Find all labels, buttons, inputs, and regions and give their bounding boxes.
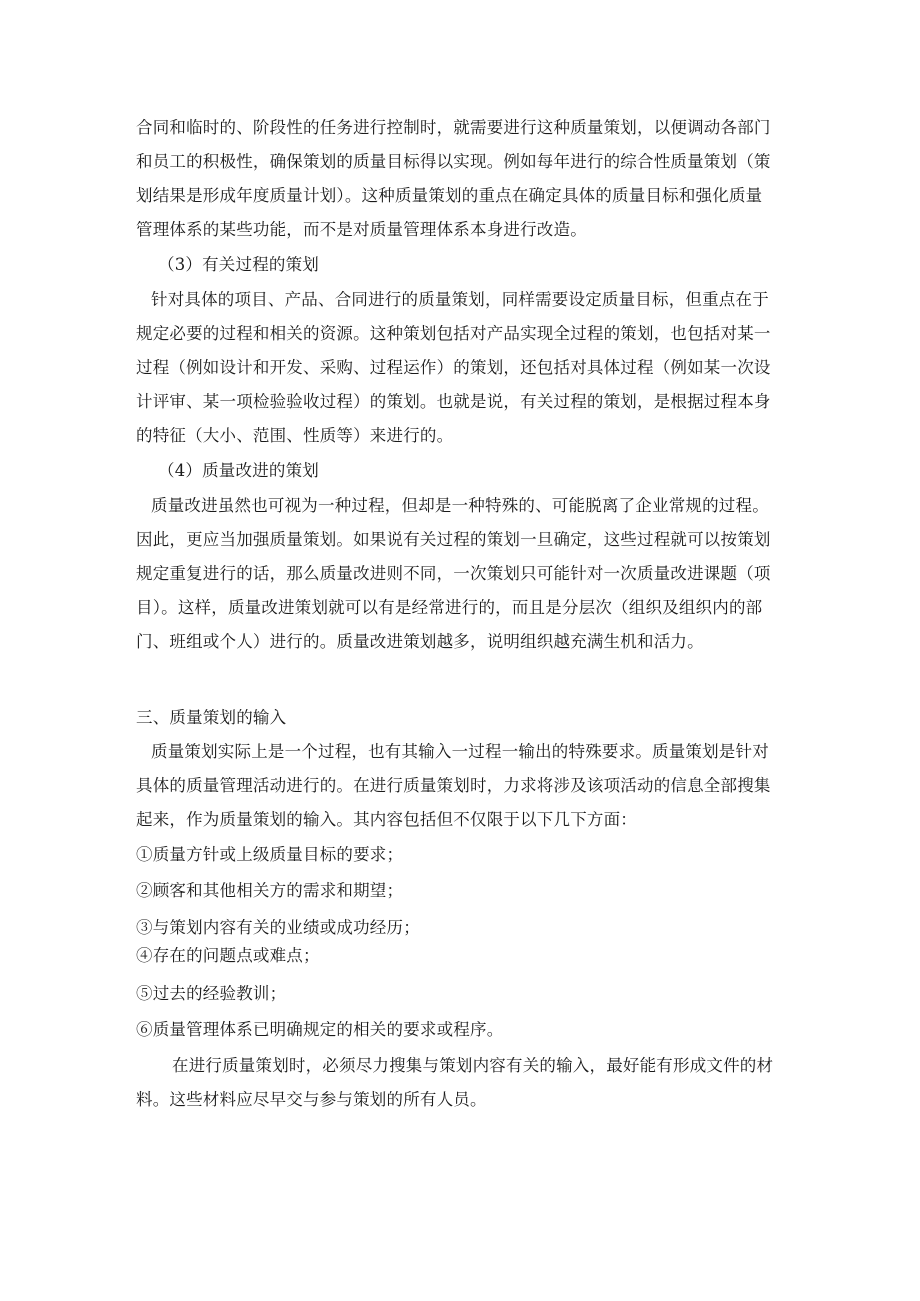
section-title: 三、质量策划的输入	[136, 708, 287, 727]
text-line: 质量改进虽然也可视为一种过程，但却是一种特殊的、可能脱离了企业常规的过程。	[151, 496, 769, 515]
list-item: ⑤过去的经验教训；	[136, 984, 287, 1003]
list-item: ③与策划内容有关的业绩或成功经历；	[136, 918, 420, 937]
text-line: 规定重复进行的话，那么质量改进则不同，一次策划只可能针对一次质量改进课题（项	[136, 564, 771, 583]
text-line: 料。这些材料应尽早交与参与策划的所有人员。	[136, 1090, 487, 1109]
list-item: ④存在的问题点或难点；	[136, 946, 320, 965]
text-line: 管理体系的某些功能，而不是对质量管理体系本身进行改造。	[136, 220, 587, 239]
text-line: 规定必要的过程和相关的资源。这种策划包括对产品实现全过程的策划，也包括对某一	[136, 324, 771, 343]
text-line: 在进行质量策划时，必须尽力搜集与策划内容有关的输入，最好能有形成文件的材	[172, 1056, 774, 1075]
text-line: 质量策划实际上是一个过程，也有其输入一过程一输出的特殊要求。质量策划是针对	[151, 742, 769, 761]
text-line: 具体的质量管理活动进行的。在进行质量策划时，力求将涉及该项活动的信息全部搜集	[136, 776, 771, 795]
text-line: 门、班组或个人）进行的。质量改进策划越多，说明组织越充满生机和活力。	[136, 632, 704, 651]
text-line: 和员工的积极性，确保策划的质量目标得以实现。例如每年进行的综合性质量策划（策	[136, 152, 771, 171]
text-line: 划结果是形成年度质量计划）。这种质量策划的重点在确定具体的质量目标和强化质量	[136, 186, 763, 205]
text-line: 目）。这样，质量改进策划就可以有是经常进行的，而且是分层次（组织及组织内的部	[136, 598, 763, 617]
subheading-process-planning: （3）有关过程的策划	[158, 255, 319, 274]
text-line: 起来，作为质量策划的输入。其内容包括但不仅限于以下几下方面：	[136, 810, 637, 829]
text-line: 因此，更应当加强质量策划。如果说有关过程的策划一旦确定，这些过程就可以按策划	[136, 530, 771, 549]
text-line: 针对具体的项目、产品、合同进行的质量策划，同样需要设定质量目标，但重点在于	[151, 290, 769, 309]
list-item: ①质量方针或上级质量目标的要求；	[136, 845, 404, 864]
text-line: 计评审、某一项检验验收过程）的策划。也就是说，有关过程的策划，是根据过程本身	[136, 392, 771, 411]
list-item: ②顾客和其他相关方的需求和期望；	[136, 881, 404, 900]
subheading-improvement-planning: （4）质量改进的策划	[158, 461, 319, 480]
text-line: 的特征（大小、范围、性质等）来进行的。	[136, 426, 454, 445]
text-line: 过程（例如设计和开发、采购、过程运作）的策划，还包括对具体过程（例如某一次设	[136, 358, 771, 377]
list-item: ⑥质量管理体系已明确规定的相关的要求或程序。	[136, 1020, 504, 1039]
text-line: 合同和临时的、阶段性的任务进行控制时，就需要进行这种质量策划，以便调动各部门	[136, 118, 771, 137]
